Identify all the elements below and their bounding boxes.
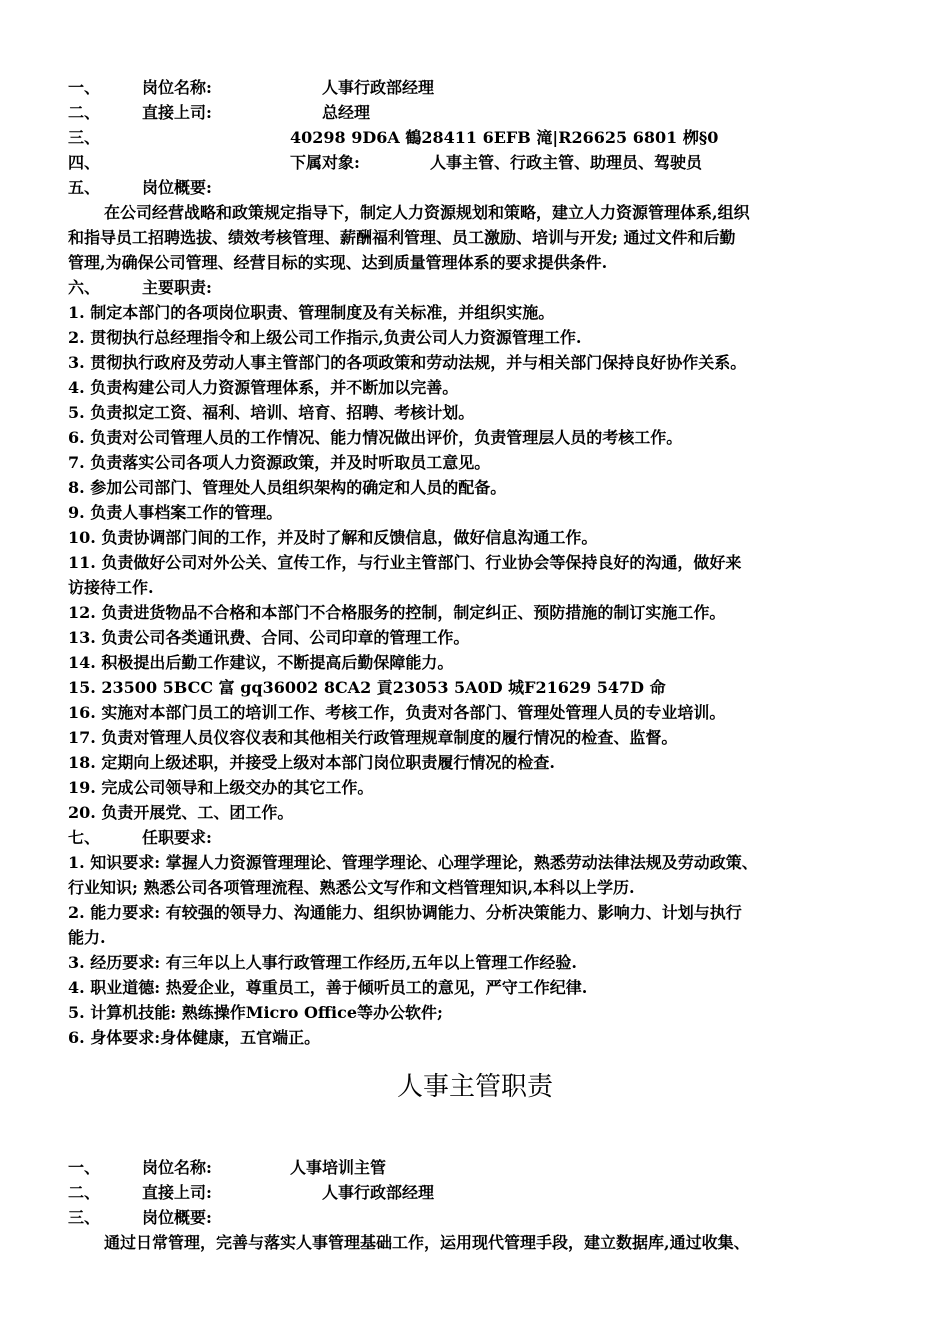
- section-number: 七、: [68, 828, 101, 847]
- section-title: 人事主管职责: [396, 1072, 553, 1102]
- section-number: 五、: [68, 178, 101, 197]
- duty-item: 19. 完成公司领导和上级交办的其它工作。: [68, 778, 374, 797]
- field-label: 直接上司:: [142, 103, 212, 122]
- summary-line: 在公司经营战略和政策规定指导下，制定人力资源规划和策略，建立人力资源管理体系,组织: [104, 203, 750, 222]
- requirement-item-continued: 能力.: [68, 928, 106, 947]
- field-value: 人事培训主管: [290, 1158, 387, 1177]
- section-number: 二、: [68, 103, 101, 122]
- duty-item: 7. 负责落实公司各项人力资源政策，并及时听取员工意见。: [68, 453, 491, 472]
- field-label: 主要职责:: [142, 278, 212, 297]
- field-label: 任职要求:: [142, 828, 212, 847]
- requirement-item: 5. 计算机技能: 熟练操作Micro Office等办公软件;: [68, 1003, 443, 1022]
- duty-item: 15. 23500 5BCC 富 gq36002 8CA2 貢23053 5A0D 城F21629 547D 命: [68, 678, 666, 697]
- section-number: 三、: [68, 1208, 101, 1227]
- section-number: 六、: [68, 278, 101, 297]
- requirement-item: 3. 经历要求: 有三年以上人事行政管理工作经历,五年以上管理工作经验.: [68, 953, 577, 972]
- duty-item: 10. 负责协调部门间的工作，并及时了解和反馈信息，做好信息沟通工作。: [68, 528, 598, 547]
- requirement-item: 1. 知识要求: 掌握人力资源管理理论、管理学理论、心理学理论，熟悉劳动法律法规及劳动政策、: [68, 853, 758, 872]
- duty-item: 5. 负责拟定工资、福利、培训、培育、招聘、考核计划。: [68, 403, 475, 422]
- field-label: 岗位名称:: [142, 78, 212, 97]
- duty-item: 8. 参加公司部门、管理处人员组织架构的确定和人员的配备。: [68, 478, 507, 497]
- summary-line: 通过日常管理，完善与落实人事管理基础工作，运用现代管理手段，建立数据库,通过收集、: [104, 1233, 750, 1252]
- field-label: 下属对象:: [290, 153, 360, 172]
- duty-item: 4. 负责构建公司人力资源管理体系，并不断加以完善。: [68, 378, 459, 397]
- section-number: 四、: [68, 153, 101, 172]
- duty-item: 16. 实施对本部门员工的培训工作、考核工作，负责对各部门、管理处管理人员的专业培训。: [68, 703, 726, 722]
- duty-item: 13. 负责公司各类通讯费、合同、公司印章的管理工作。: [68, 628, 470, 647]
- summary-line: 管理,为确保公司管理、经营目标的实现、达到质量管理体系的要求提供条件.: [68, 253, 608, 272]
- field-value: 40298 9D6A 鶴28411 6EFB 滝|R26625 6801 栁§0: [290, 128, 719, 147]
- section-number: 一、: [68, 1158, 101, 1177]
- duty-item: 1. 制定本部门的各项岗位职责、管理制度及有关标准，并组织实施。: [68, 303, 555, 322]
- summary-line: 和指导员工招聘选拔、绩效考核管理、薪酬福利管理、员工激励、培训与开发; 通过文件和后勤: [68, 228, 736, 247]
- duty-item: 6. 负责对公司管理人员的工作情况、能力情况做出评价，负责管理层人员的考核工作。: [68, 428, 683, 447]
- field-value: 人事行政部经理: [322, 78, 435, 97]
- field-label: 岗位概要:: [142, 1208, 212, 1227]
- duty-item: 9. 负责人事档案工作的管理。: [68, 503, 283, 522]
- field-value: 人事行政部经理: [322, 1183, 435, 1202]
- requirement-item: 6. 身体要求:身体健康，五官端正。: [68, 1028, 321, 1047]
- duty-item: 2. 贯彻执行总经理指令和上级公司工作指示,负责公司人力资源管理工作.: [68, 328, 582, 347]
- duty-item: 12. 负责进货物品不合格和本部门不合格服务的控制，制定纠正、预防措施的制订实施工作。: [68, 603, 726, 622]
- duty-item: 11. 负责做好公司对外公关、宣传工作，与行业主管部门、行业协会等保持良好的沟通，做好来: [68, 553, 742, 572]
- duty-item: 17. 负责对管理人员仪容仪表和其他相关行政管理规章制度的履行情况的检查、监督。: [68, 728, 678, 747]
- field-label: 岗位概要:: [142, 178, 212, 197]
- requirement-item: 4. 职业道德: 热爱企业，尊重员工，善于倾听员工的意见，严守工作纪律.: [68, 978, 588, 997]
- field-value: 总经理: [322, 103, 371, 122]
- section-number: 三、: [68, 128, 101, 147]
- field-label: 岗位名称:: [142, 1158, 212, 1177]
- duty-item: 3. 贯彻执行政府及劳动人事主管部门的各项政策和劳动法规，并与相关部门保持良好协作关系。: [68, 353, 747, 372]
- requirement-item: 2. 能力要求: 有较强的领导力、沟通能力、组织协调能力、分析决策能力、影响力、计划与执行: [68, 903, 742, 922]
- duty-item: 14. 积极提出后勤工作建议，不断提高后勤保障能力。: [68, 653, 454, 672]
- field-label: 直接上司:: [142, 1183, 212, 1202]
- section-number: 二、: [68, 1183, 101, 1202]
- section-number: 一、: [68, 78, 101, 97]
- duty-item-continued: 访接待工作.: [68, 578, 154, 597]
- duty-item: 18. 定期向上级述职，并接受上级对本部门岗位职责履行情况的检查.: [68, 753, 555, 772]
- duty-item: 20. 负责开展党、工、团工作。: [68, 803, 294, 822]
- field-value: 人事主管、行政主管、助理员、驾驶员: [430, 153, 703, 172]
- requirement-item-continued: 行业知识; 熟悉公司各项管理流程、熟悉公文写作和文档管理知识,本科以上学历.: [68, 878, 635, 897]
